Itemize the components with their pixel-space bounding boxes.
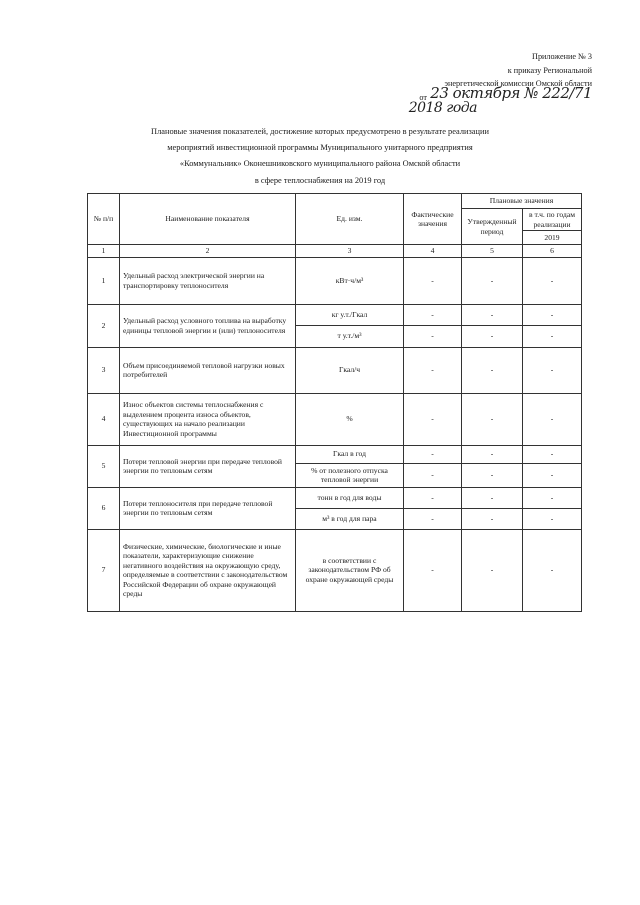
value-approved: - [462,257,523,304]
col-number: 5 [462,245,523,258]
value-2019: - [523,463,582,487]
value-actual: - [404,347,462,393]
table-row [88,347,582,393]
indicators-table [87,193,582,612]
value-actual: - [404,487,462,508]
value-2019: - [523,393,582,445]
order-header [392,50,592,117]
value-actual: - [404,445,462,463]
head-name: Наименование показателя [120,194,296,245]
row-unit: тонн в год для воды [296,487,404,508]
handwritten-year: 2018 года [408,99,477,116]
handwritten-date-number: 23 октября № 222/71 [430,83,592,102]
date-prefix: от [419,92,427,102]
value-2019: - [523,487,582,508]
row-num: 4 [88,393,120,445]
value-2019: - [523,257,582,304]
row-num: 5 [88,445,120,487]
value-approved: - [462,445,523,463]
table-row [88,257,582,304]
document-title [110,124,530,189]
value-actual: - [404,463,462,487]
row-unit: кг у.т./Гкал [296,304,404,325]
head-unit: Ед. изм. [296,194,404,245]
head-actual: Фактические значения [404,194,462,245]
row-unit: кВт·ч/м³ [296,257,404,304]
value-2019: - [523,529,582,611]
row-unit: % [296,393,404,445]
col-number: 6 [523,245,582,258]
col-number: 1 [88,245,120,258]
value-approved: - [462,508,523,529]
table-row [88,529,582,611]
row-num: 1 [88,257,120,304]
table-row [88,487,582,508]
title-line: в сфере теплоснабжения на 2019 год [254,175,386,185]
row-unit: т у.т./м³ [296,325,404,347]
value-actual: - [404,393,462,445]
value-actual: - [404,304,462,325]
value-approved: - [462,325,523,347]
table-row [88,393,582,445]
value-2019: - [523,325,582,347]
head-by-years: в т.ч. по годам реализации [523,209,582,231]
row-num: 7 [88,529,120,611]
commission-line: энергетической комиссии Омской области [444,79,592,88]
row-num: 6 [88,487,120,529]
row-unit: в соответствии с законодательством РФ об охране окружающей среды [296,529,404,611]
title-line: Плановые значения показателей, достижение которых предусмотрено в результате реализации [151,127,489,136]
value-approved: - [462,529,523,611]
row-unit: % от полезного отпуска тепловой энергии [296,463,404,487]
value-2019: - [523,304,582,325]
row-name: Потери теплоносителя при передаче тепловой энергии по тепловым сетям [120,487,296,529]
value-approved: - [462,463,523,487]
row-name: Удельный расход условного топлива на выработку единицы тепловой энергии и (или) теплоносителя [120,304,296,347]
row-name: Физические, химические, биологические и иные показатели, характеризующие снижение негативного воздействия на окружающую среду, определяемые в соответствии с законодательством Российской Федерации об охране окружающей среды [120,529,296,611]
row-name: Износ объектов системы теплоснабжения с выделением процента износа объектов, существующих на начало реализации Инвестиционной программы [120,393,296,445]
row-num: 3 [88,347,120,393]
head-approved: Утвержденный период [462,209,523,245]
value-actual: - [404,508,462,529]
row-name: Объем присоединяемой тепловой нагрузки новых потребителей [120,347,296,393]
value-approved: - [462,393,523,445]
col-number: 2 [120,245,296,258]
col-number: 3 [296,245,404,258]
value-approved: - [462,487,523,508]
row-num: 2 [88,304,120,347]
value-approved: - [462,347,523,393]
row-unit: м³ в год для пара [296,508,404,529]
row-name: Удельный расход электрической энергии на транспортировку теплоносителя [120,257,296,304]
row-unit: Гкал/ч [296,347,404,393]
head-num: № п/п [88,194,120,245]
head-year: 2019 [523,231,582,245]
appendix-label: Приложение № 3 [532,52,592,61]
head-planned: Плановые значения [462,194,582,209]
order-ref-line: к приказу Региональной [507,65,592,75]
title-line: «Коммунальник» Оконешниковского муниципального района Омской области [179,159,461,169]
value-actual: - [404,257,462,304]
value-actual: - [404,325,462,347]
value-approved: - [462,304,523,325]
value-2019: - [523,508,582,529]
col-number: 4 [404,245,462,258]
value-actual: - [404,529,462,611]
row-name: Потери тепловой энергии при передаче тепловой энергии по тепловым сетям [120,445,296,487]
table-row [88,445,582,463]
row-unit: Гкал в год [296,445,404,463]
title-line: мероприятий инвестиционной программы Муниципального унитарного предприятия [167,143,473,153]
table-row [88,304,582,325]
value-2019: - [523,347,582,393]
value-2019: - [523,445,582,463]
